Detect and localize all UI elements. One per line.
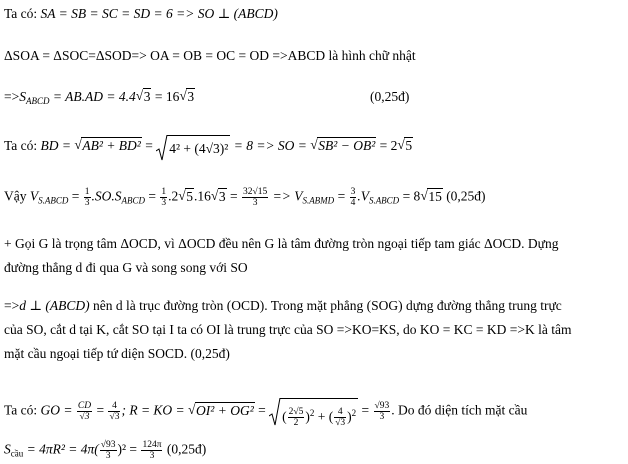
line-5-mid2: .2 [168, 188, 179, 204]
frac-4-sqrt3: $\frac{4}{√3}$ [109, 401, 120, 422]
line-5-vsub2: S.ABMD [302, 195, 335, 206]
line-2 [4, 48, 416, 64]
frac-3-4: $\frac{3}{4}$ [350, 187, 356, 208]
line-6 [4, 236, 558, 252]
volume-subscript: S.ABCD [38, 195, 69, 206]
line-9 [4, 322, 572, 338]
big-sqrt-bd: 4² + (4√3)² [156, 135, 230, 159]
line-5-eq4: = [334, 188, 349, 204]
line-6-text: + Gọi G là trọng tâm ΔOCD, vì ΔOCD đều nên G là tâm đường tròn ngoại tiếp tam giác ΔOCD. Dựng [4, 236, 559, 251]
sqrt-oi-og: √ OI² + OG² [188, 401, 254, 418]
line-7 [4, 260, 248, 276]
line-8-math: d ⊥ (ABCD) [19, 298, 90, 313]
line-5-dot: .V [357, 188, 369, 204]
line-11-eq1: = [93, 402, 108, 418]
line-12-pow: )² = [117, 441, 141, 457]
line-5-eq3: = [226, 188, 241, 204]
line-12-eq: = 4πR² = 4π( [23, 441, 99, 457]
line-4-rest2: = 2 [376, 138, 398, 154]
line-12 [4, 440, 206, 462]
line-4-eq1: = [141, 138, 157, 154]
line-11-tail: . Do đó diện tích mặt cầu [391, 402, 528, 418]
sqrt-bd: √ AB² + BD² [74, 137, 141, 154]
line-11-semi: ; R = KO = [121, 402, 189, 418]
line-5-mid1: .SO.S [91, 188, 122, 204]
line-5 [4, 187, 486, 209]
sqrt-3a: √ 3 [135, 88, 151, 104]
sphere-area-symbol: S [4, 441, 11, 457]
line-1-prefix: Ta có: [4, 6, 41, 21]
line-5-vsub3: S.ABCD [368, 195, 400, 206]
line-3-eq: = 16 [151, 89, 180, 104]
sqrt-3c: √ 3 [210, 187, 226, 204]
line-8-text: nên d là trục đường tròn (OCD). Trong mặt phẳng (SOG) dựng đường thẳng trung trực [89, 298, 562, 313]
area-subscript: ABCD [25, 96, 50, 106]
bd-label: BD = [40, 138, 75, 154]
frac-1-3a: $\frac{1}{3}$ [84, 187, 90, 208]
line-11 [4, 398, 528, 429]
line-9-text: của SO, cắt d tại K, cắt SO tại I ta có OI là trung trực của SO =>KO=KS, do KO = KC = KD =>K là tâm [4, 322, 572, 337]
line-5-ssub: ABCD [121, 195, 145, 206]
sqrt-5: √ 5 [397, 137, 413, 154]
go-label: GO = [40, 402, 76, 418]
line-5-arrow: => V [269, 188, 303, 204]
line-11-eq2: = [254, 402, 270, 418]
sqrt-so: √ SB² − OB² [310, 137, 376, 154]
frac-1-3b: $\frac{1}{3}$ [161, 187, 167, 208]
area-symbol: S [19, 89, 26, 104]
frac-124pi-3: $\frac{124\pi}{3}$ [142, 440, 162, 461]
line-10-text: mặt cầu ngoại tiếp tứ diện SOCD. (0,25đ) [4, 346, 230, 361]
line-7-text: đường thẳng d đi qua G và song song với SO [4, 260, 248, 275]
volume-symbol: V [29, 188, 39, 204]
line-5-eq2: = [145, 188, 160, 204]
sqrt-15: √ 15 [420, 187, 442, 204]
line-4 [4, 135, 413, 159]
frac-cd-sqrt3: $\frac{CD}{√3}$ [77, 401, 92, 422]
line-8 [4, 298, 562, 314]
sqrt-3b: √ 3 [179, 88, 195, 104]
frac-sqrt93-3: $\frac{√93}{3}$ [374, 401, 390, 422]
line-5-eq5: = 8 [399, 188, 421, 204]
score-line-12: (0,25đ) [163, 441, 207, 457]
line-3 [4, 88, 410, 109]
line-5-mid3: .16 [194, 188, 211, 204]
score-line-5: (0,25đ) [442, 188, 486, 204]
line-10 [4, 346, 230, 362]
line-4-prefix: Ta có: [4, 138, 41, 154]
line-11-prefix: Ta có: [4, 402, 41, 418]
score-line-3: (0,25đ) [370, 89, 410, 104]
line-3-math: = AB.AD = 4.4 [49, 89, 136, 104]
line-1 [4, 6, 278, 22]
frac-sqrt93-3b: $\frac{√93}{3}$ [100, 440, 116, 461]
sqrt-5b: √ 5 [178, 187, 193, 204]
line-8-prefix: => [4, 298, 20, 313]
line-11-eq3: = [358, 402, 373, 418]
frac-32sqrt15: $\frac{32√15}{3}$ [243, 187, 268, 208]
line-3-prefix: => [4, 89, 20, 104]
line-5-prefix: Vậy [4, 188, 30, 204]
big-sqrt-r: ( $\frac{2√5}{2}$ )$^2$ + ( $\frac{4}{√3}$ )$^2$ [269, 398, 358, 425]
line-4-rest: = 8 => SO = [230, 138, 311, 154]
line-2-text: ΔSOA = ΔSOC=ΔSOD=> OA = OB = OC = OD =>ABCD là hình chữ nhật [4, 48, 416, 63]
line-1-math: SA = SB = SC = SD = 6 => SO ⊥ (ABCD) [40, 6, 278, 21]
line-5-eq: = [68, 188, 83, 204]
sphere-area-subscript: cầu [10, 448, 24, 459]
